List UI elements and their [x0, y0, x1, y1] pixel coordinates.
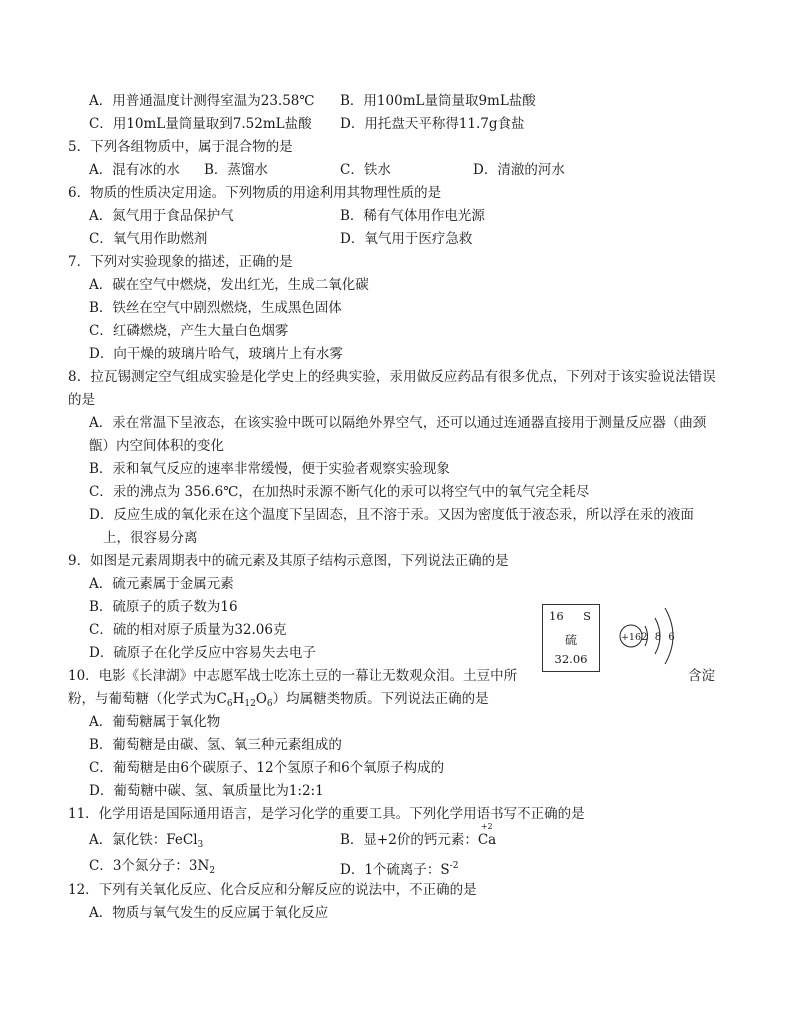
q8-option-d: D．反应生成的氧化汞在这个温度下呈固态，且不溶于汞。又因为密度低于液态汞，所以浮在汞的液面 [89, 507, 694, 523]
q8-stem-cont: 的是 [68, 392, 95, 408]
q10-formula-prefix: 粉，与葡萄糖（化学式为C [68, 691, 227, 707]
q6-option-d: D．氧气用于医疗急救 [340, 231, 473, 247]
valence-element: Ca [477, 832, 497, 848]
atomic-mass: 32.06 [554, 652, 588, 666]
q10-formula-suffix: ）均属糖类物质。下列说法正确的是 [272, 691, 489, 707]
q11-stem: 11．化学用语是国际通用语言，是学习化学的重要工具。下列化学用语书写不正确的是 [68, 806, 585, 822]
valence-symbol [477, 822, 497, 849]
q6-option-c: C．氧气用作助燃剂 [89, 231, 208, 247]
q5-option-d: D．清澈的河水 [473, 162, 565, 178]
q10-stem-tail: 含淀 [688, 668, 715, 684]
formula-sub-c: 6 [226, 699, 233, 709]
q4-option-c: C．用10mL量筒量取到7.52mL盐酸 [89, 116, 312, 132]
formula-sub-o: 6 [266, 699, 273, 709]
q11-option-a [89, 831, 203, 854]
q8-stem: 8．拉瓦锡测定空气组成实验是化学史上的经典实验，汞用做反应药品有很多优点，下列对于该实验说法错误 [68, 369, 716, 385]
q11-option-b [340, 822, 497, 849]
q5-option-a: A．混有冰的水 [89, 162, 180, 178]
q5-option-c: C．铁水 [340, 162, 391, 178]
q4-option-a: A．用普通温度计测得室温为23.58℃ [89, 93, 315, 109]
valence-mark: +2 [480, 822, 493, 831]
q9-option-a: A．硫元素属于金属元素 [89, 576, 234, 592]
q6-option-b: B．稀有气体用作电光源 [340, 208, 485, 224]
q5-stem: 5．下列各组物质中，属于混合物的是 [68, 139, 293, 155]
q8-option-d-cont: 上，很容易分离 [103, 530, 198, 546]
atomic-number: 16 [549, 609, 564, 623]
q6-stem: 6．物质的性质决定用途。下列物质的用途利用其物理性质的是 [68, 185, 442, 201]
formula-o: O [255, 691, 267, 707]
q10-stem-cont [68, 690, 489, 713]
q10-stem: 10．电影《长津湖》中志愿军战士吃冻土豆的一幕让无数观众泪。土豆中所 [68, 668, 518, 684]
q11-b-text: B．显+2价的钙元素： [340, 832, 478, 848]
q9-option-b: B．硫原子的质子数为16 [89, 599, 238, 615]
formula-sub-h: 12 [244, 699, 256, 709]
q7-option-a: A．碳在空气中燃烧，发出红光，生成二氧化碳 [89, 277, 369, 293]
q10-option-c: C．葡萄糖是由6个碳原子、12个氢原子和6个氧原子构成的 [89, 760, 445, 776]
sulfur-atom-structure-diagram [615, 596, 695, 676]
q9-option-d: D．硫原子在化学反应中容易失去电子 [89, 645, 316, 661]
q7-option-b: B．铁丝在空气中剧烈燃烧，生成黑色固体 [89, 300, 342, 316]
q11-option-d [340, 857, 458, 879]
q11-a-subscript: 3 [197, 840, 204, 850]
q8-option-c: C．汞的沸点为 356.6℃，在加热时汞源不断气化的汞可以将空气中的氧气完全耗尽 [89, 484, 590, 500]
q11-d-text: D．1个硫离子：S [340, 862, 450, 878]
q11-a-text: A．氯化铁：FeCl [89, 832, 198, 848]
q4-option-d: D．用托盘天平称得11.7g食盐 [340, 116, 525, 132]
q10-option-a: A．葡萄糖属于氧化物 [89, 714, 221, 730]
sulfur-periodic-cell [542, 604, 600, 672]
q11-c-text: C．3个氮分子：3N [89, 858, 210, 874]
q8-option-a-cont: 甑）内空间体积的变化 [89, 438, 224, 454]
q8-option-b: B．汞和氧气反应的速率非常缓慢，便于实验者观察实验现象 [89, 461, 450, 477]
q10-option-d: D．葡萄糖中碳、氢、氧质量比为1:2:1 [89, 783, 324, 799]
q9-stem: 9．如图是元素周期表中的硫元素及其原子结构示意图，下列说法正确的是 [68, 553, 509, 569]
element-symbol: S [583, 609, 591, 623]
q4-option-b: B．用100mL量筒量取9mL盐酸 [340, 93, 536, 109]
electron-counts: 2 8 6 [641, 632, 677, 643]
q11-option-c [89, 857, 215, 880]
q7-stem: 7．下列对实验现象的描述，正确的是 [68, 254, 293, 270]
q12-option-a: A．物质与氧气发生的反应属于氧化反应 [89, 905, 329, 921]
q8-option-a: A．汞在常温下呈液态，在该实验中既可以隔绝外界空气，还可以通过连通器直接用于测量反应器（曲颈 [89, 415, 707, 431]
nucleus-charge: +16 [620, 632, 642, 643]
q7-option-c: C．红磷燃烧，产生大量白色烟雾 [89, 323, 289, 339]
element-name: 硫 [564, 633, 577, 647]
q9-option-c: C．硫的相对原子质量为32.06克 [89, 622, 287, 638]
q5-option-b: B．蒸馏水 [204, 162, 268, 178]
q7-option-d: D．向干燥的玻璃片哈气，玻璃片上有水雾 [89, 346, 343, 362]
q10-option-b: B．葡萄糖是由碳、氢、氧三种元素组成的 [89, 737, 342, 753]
q12-stem: 12．下列有关氧化反应、化合反应和分解反应的说法中，不正确的是 [68, 882, 477, 898]
q11-c-subscript: 2 [209, 866, 216, 876]
q6-option-a: A．氮气用于食品保护气 [89, 208, 234, 224]
q11-d-superscript: -2 [449, 861, 459, 871]
formula-h: H [232, 691, 245, 707]
